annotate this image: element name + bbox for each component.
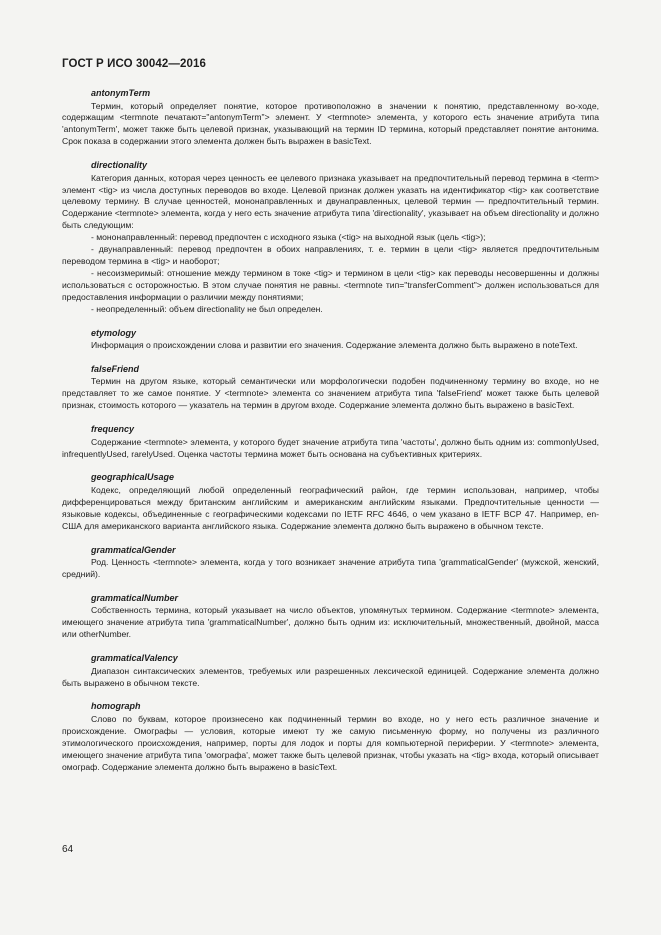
term-heading: homograph <box>91 701 141 712</box>
list-item: - несоизмеримый: отношение между термином в токе <tig> и термином в цели <tig> как переводы несовершенны и должны использоваться с осторожностью. В этом случае понятия не равны. <termnote тип="transferComment"> должен использоваться для предоставления информации о различии между понятиями; <box>62 267 599 302</box>
list-item: - двунаправленный: перевод предпочтен в обоих направлениях, т. е. термин в цели <tig> является предпочтительным переводом термина в <tig> и наоборот; <box>62 244 599 266</box>
term-heading: directionality <box>91 160 148 171</box>
definition-paragraph: Собственность термина, который указывает на число объектов, упомянутых термином. Содержание <termnote> элемента, имеющего значение атрибута типа 'grammaticalNumber', должно быть одним из: исключительный, множественный, двойной, масса или otherNumber. <box>62 605 599 640</box>
entry-directionality <box>62 160 599 315</box>
entry-geographical-usage <box>62 472 599 532</box>
entry-grammatical-gender <box>62 545 599 581</box>
definition-paragraph: Термин, который определяет понятие, которое противоположно в значении к понятию, представленному во-ходе, содержащим <termnote печатают="antonymTerm"> элемент. У <termnote> элемента, у которого есть значение атрибута типа 'antonymTerm', может также быть целевой признак, указывающий на термин ID термина, который представляет понятие антонима. Срок показа в содержании этого элемента должен быть выражен в basicText. <box>62 100 599 147</box>
term-heading: antonymTerm <box>91 88 151 98</box>
entry-homograph <box>62 701 599 773</box>
document-body <box>62 88 599 785</box>
list-item: - неопределенный: объем directionality не был определен. <box>91 303 323 314</box>
definition-paragraph: Кодекс, определяющий любой определенный географический район, где термин использован, например, чтобы дифференцироваться между британским английским и американским английским языками. Предпочтительные ценности — языковые кодексы, объединенные с географическими кодексами по IETF RFC 4646, о чем указано в IETF BCP 47. Например, en-США для американского варианта английского языка. Содержание элемента должно быть выражено в обычном тексте. <box>62 484 599 531</box>
definition-paragraph: Род. Ценность <termnote> элемента, когда у того возникает значение атрибута типа 'grammaticalGender' (мужской, женский, средний). <box>62 557 599 579</box>
page-header: ГОСТ Р ИСО 30042—2016 <box>62 58 207 70</box>
definition-paragraph: Слово по буквам, которое произнесено как подчиненный термин во входе, но у него есть различное значение и происхождение. Омографы — условия, которые имеют ту же самую письменную форму, но получены из различного этимологического происхождения, например, порты для лодок и порты для компьютерной периферии. У <termnote> элемента, имеющего значение атрибута типа 'омографа', может также быть целевой признак, чтобы указать на <tig> входа, который описывает омограф. Содержание элемента должно быть выражено в basicText. <box>62 713 599 772</box>
definition-paragraph: Категория данных, которая через ценность ее целевого признака указывает на предпочтительный перевод термина в <term> элемент <tig> из числа доступных переводов во входе. Целевой признак должен указать на идентификатор <tig> как соответствие целевому термину. В случае ценностей, мононаправленных и двунаправленных, целевой термин — предпочтительный термин. Содержание <termnote> элемента, когда у него есть значение атрибута типа 'directionality', указывает на объем directionality и должно быть следующим: <box>62 172 599 231</box>
entry-frequency <box>62 424 599 460</box>
entry-antonym-term <box>62 88 599 148</box>
entry-grammatical-number <box>62 593 599 641</box>
term-heading: etymology <box>91 327 137 338</box>
page-number: 64 <box>62 844 74 855</box>
entry-etymology <box>62 328 599 352</box>
term-heading: falseFriend <box>91 363 140 374</box>
list-item: - мононаправленный: перевод предпочтен с исходного языка (<tig> на выходной язык (цель <tig>); <box>91 232 486 243</box>
term-heading: geographicalUsage <box>91 472 175 483</box>
definition-paragraph: Диапазон синтаксических элементов, требуемых или разрешенных лексической единицей. Содержание элемента должно быть выражено в обычном тексте. <box>62 665 599 688</box>
definition-paragraph: Информация о происхождении слова и развитии его значения. Содержание элемента должно быть выражено в noteText. <box>91 340 578 350</box>
definition-paragraph: Содержание <termnote> элемента, у которого будет значение атрибута типа 'частоты', должно быть одним из: commonlyUsed, infrequentlyUsed, rarelyUsed. Оценка частоты термина может быть основана на субъективных критериях. <box>62 436 599 459</box>
entry-false-friend <box>62 364 599 412</box>
definition-paragraph: Термин на другом языке, который семантически или морфологически подобен подчиненному термину во входе, но не представляет то же самое понятие. У <termnote> элемента со значением атрибута типа 'falseFriend' может также быть целевой признак, стоимость которого — указатель на термин в другом входе. Содержание элемента должно быть выражено в basicText. <box>62 376 599 411</box>
term-heading: grammaticalValency <box>91 653 178 664</box>
term-heading: grammaticalGender <box>91 544 176 555</box>
term-heading: frequency <box>91 424 135 435</box>
entry-grammatical-valency <box>62 653 599 689</box>
term-heading: grammaticalNumber <box>91 592 179 603</box>
